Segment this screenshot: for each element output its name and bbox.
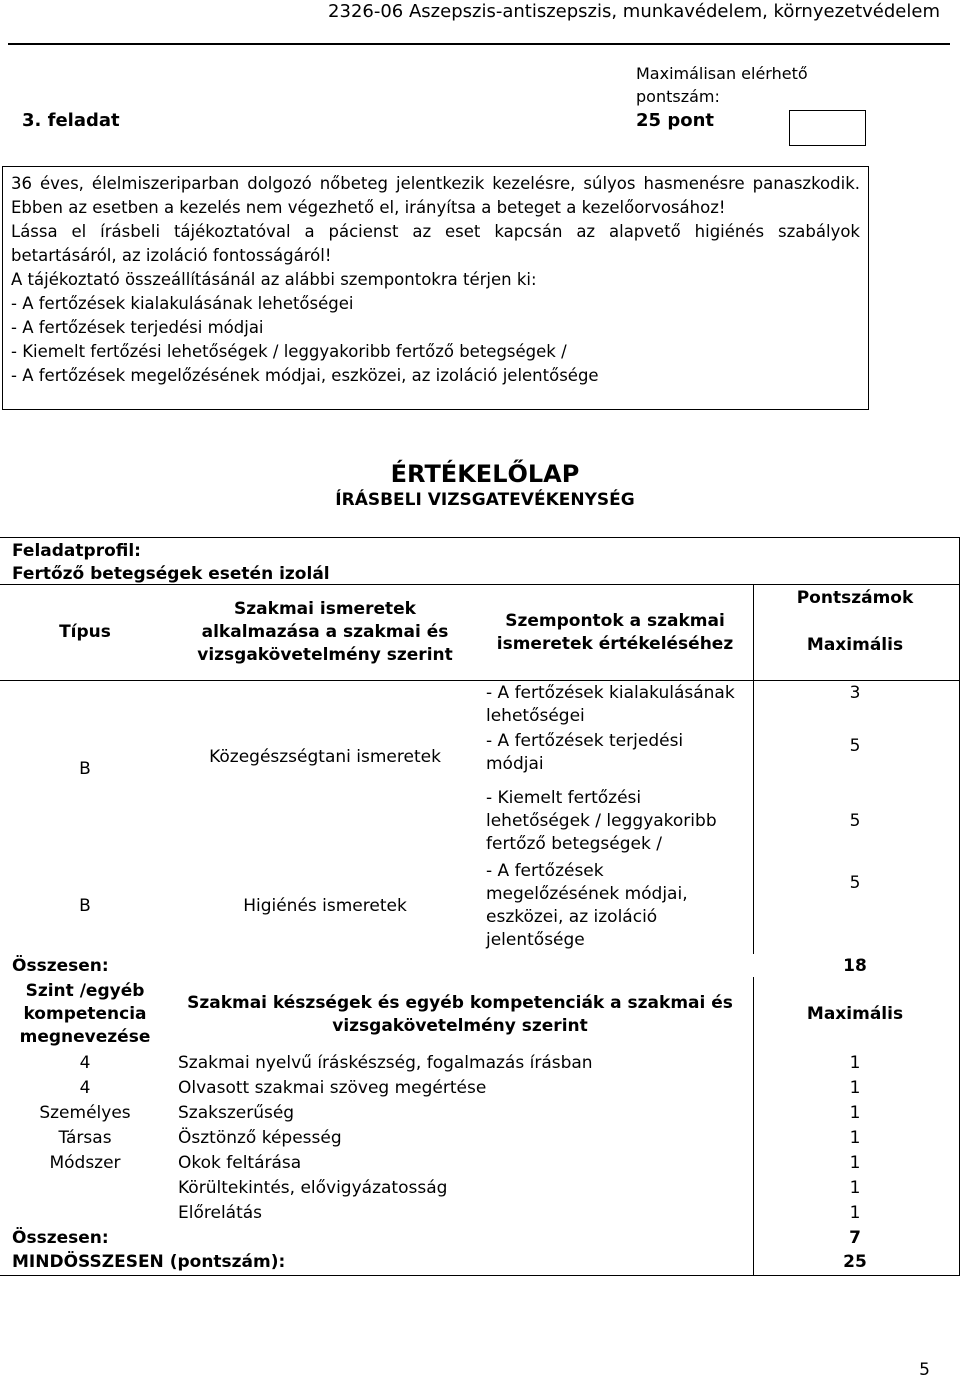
column-header-type: Típus [59,622,111,642]
skill-points: 1 [849,1128,861,1148]
table-border [753,1053,754,1228]
skill-name: Szakmai nyelvű íráskészség, fogalmazás írásban [178,1053,593,1073]
subtotal-label: Összesen: [12,956,109,976]
evaluation-title: ÉRTÉKELŐLAP [390,460,580,488]
task-bullet: - Kiemelt fertőzési lehetőségek / leggyakoribb fertőző betegségek / [11,342,567,361]
criterion-points: 3 [849,683,861,703]
criterion-item: - A fertőzések megelőzésének módjai, eszközei, az izoláció jelentősége [486,861,688,950]
task-bullet: - A fertőzések megelőzésének módjai, eszközei, az izoláció jelentősége [11,366,599,385]
skill-name: Olvasott szakmai szöveg megértése [178,1078,487,1098]
max-points-label-line1: Maximálisan elérhető [636,64,808,83]
column-header-level: Szint /egyéb kompetencia megnevezése [19,981,151,1047]
row-knowledge: Közegészségtani ismeretek [209,747,441,767]
skill-points: 1 [849,1103,861,1123]
max-points-label [636,62,836,108]
grand-total-label: MINDÖSSZESEN (pontszám): [12,1252,286,1272]
column-header-skills: Szakmai készségek és egyéb kompetenciák a szakmai és vizsgakövetelmény szerint [187,993,733,1036]
criterion-item: - A fertőzések kialakulásának lehetőségei [486,683,735,726]
table-border [753,977,754,1053]
skill-name: Előrelátás [178,1203,263,1223]
column-header-criteria: Szempontok a szakmai ismeretek értékeléséhez [496,611,734,654]
subtotal-label: Összesen: [12,1228,109,1248]
skill-points: 1 [849,1078,861,1098]
grand-total-value: 25 [843,1252,867,1272]
column-header-points: Pontszámok [796,588,914,608]
skill-name: Ösztönző képesség [178,1128,342,1148]
criterion-item: - Kiemelt fertőzési lehetőségek / leggyakoribb fertőző betegségek / [486,788,717,854]
profile-label: Feladatprofil: [12,541,141,561]
task-intro: A tájékoztató összeállításánál az alábbi szempontokra térjen ki: [11,270,537,289]
table-border [0,1275,960,1276]
subtotal-value: 18 [843,956,867,976]
skill-level: Társas [58,1128,112,1148]
skill-points: 1 [849,1178,861,1198]
skill-points: 1 [849,1053,861,1073]
skill-points: 1 [849,1153,861,1173]
subtotal-value: 7 [849,1228,861,1248]
task-paragraph-1: 36 éves, élelmiszeriparban dolgozó nőbeteg jelentkezik kezelésre, súlyos hasmenésre panaszkodik. Ebben az esetben a kezelés nem végezhető el, irányítsa a beteget a kezelőorvosához! [11,174,860,217]
skill-level: Személyes [39,1103,131,1123]
task-description-box [2,166,869,410]
profile-value: Fertőző betegségek esetén izolál [12,564,330,584]
table-border [753,1228,754,1276]
skill-level: 4 [79,1078,91,1098]
row-type: B [79,759,91,779]
criterion-points: 5 [849,736,861,756]
criterion-item: - A fertőzések terjedési módjai [486,731,684,774]
evaluation-subtitle: ÍRÁSBELI VIZSGATEVÉKENYSÉG [335,490,635,510]
skill-name: Okok feltárása [178,1153,302,1173]
task-paragraph-2: Lássa el írásbeli tájékoztatóval a pácienst az eset kapcsán az alapvető higiénés szabályok betartásáról, az izoláció fontosságáról! [11,222,860,265]
task-points: 25 pont [636,110,714,131]
skill-points: 1 [849,1203,861,1223]
column-header-max: Maximális [806,635,904,655]
table-border [753,584,754,954]
row-type: B [79,896,91,916]
table-border [0,680,960,681]
criterion-points: 5 [849,873,861,893]
skill-name: Szakszerűség [178,1103,295,1123]
task-title: 3. feladat [22,110,120,131]
task-bullet: - A fertőzések terjedési módjai [11,318,264,337]
page-number: 5 [919,1360,930,1380]
score-entry-box[interactable] [789,110,866,146]
skill-level: Módszer [49,1153,121,1173]
column-header-knowledge: Szakmai ismeretek alkalmazása a szakmai és vizsgakövetelmény szerint [197,599,453,665]
row-knowledge: Higiénés ismeretek [243,896,407,916]
skill-level: 4 [79,1053,91,1073]
table-border [0,537,960,538]
criterion-points: 5 [849,811,861,831]
task-bullet: - A fertőzések kialakulásának lehetőségei [11,294,354,313]
header-divider [8,43,950,45]
document-header-title: 2326-06 Aszepszis-antiszepszis, munkavédelem, környezetvédelem [328,1,940,22]
skill-name: Körültekintés, elővigyázatosság [178,1178,448,1198]
max-points-label-line2: pontszám: [636,87,720,106]
column-header-max-2: Maximális [806,1004,904,1024]
